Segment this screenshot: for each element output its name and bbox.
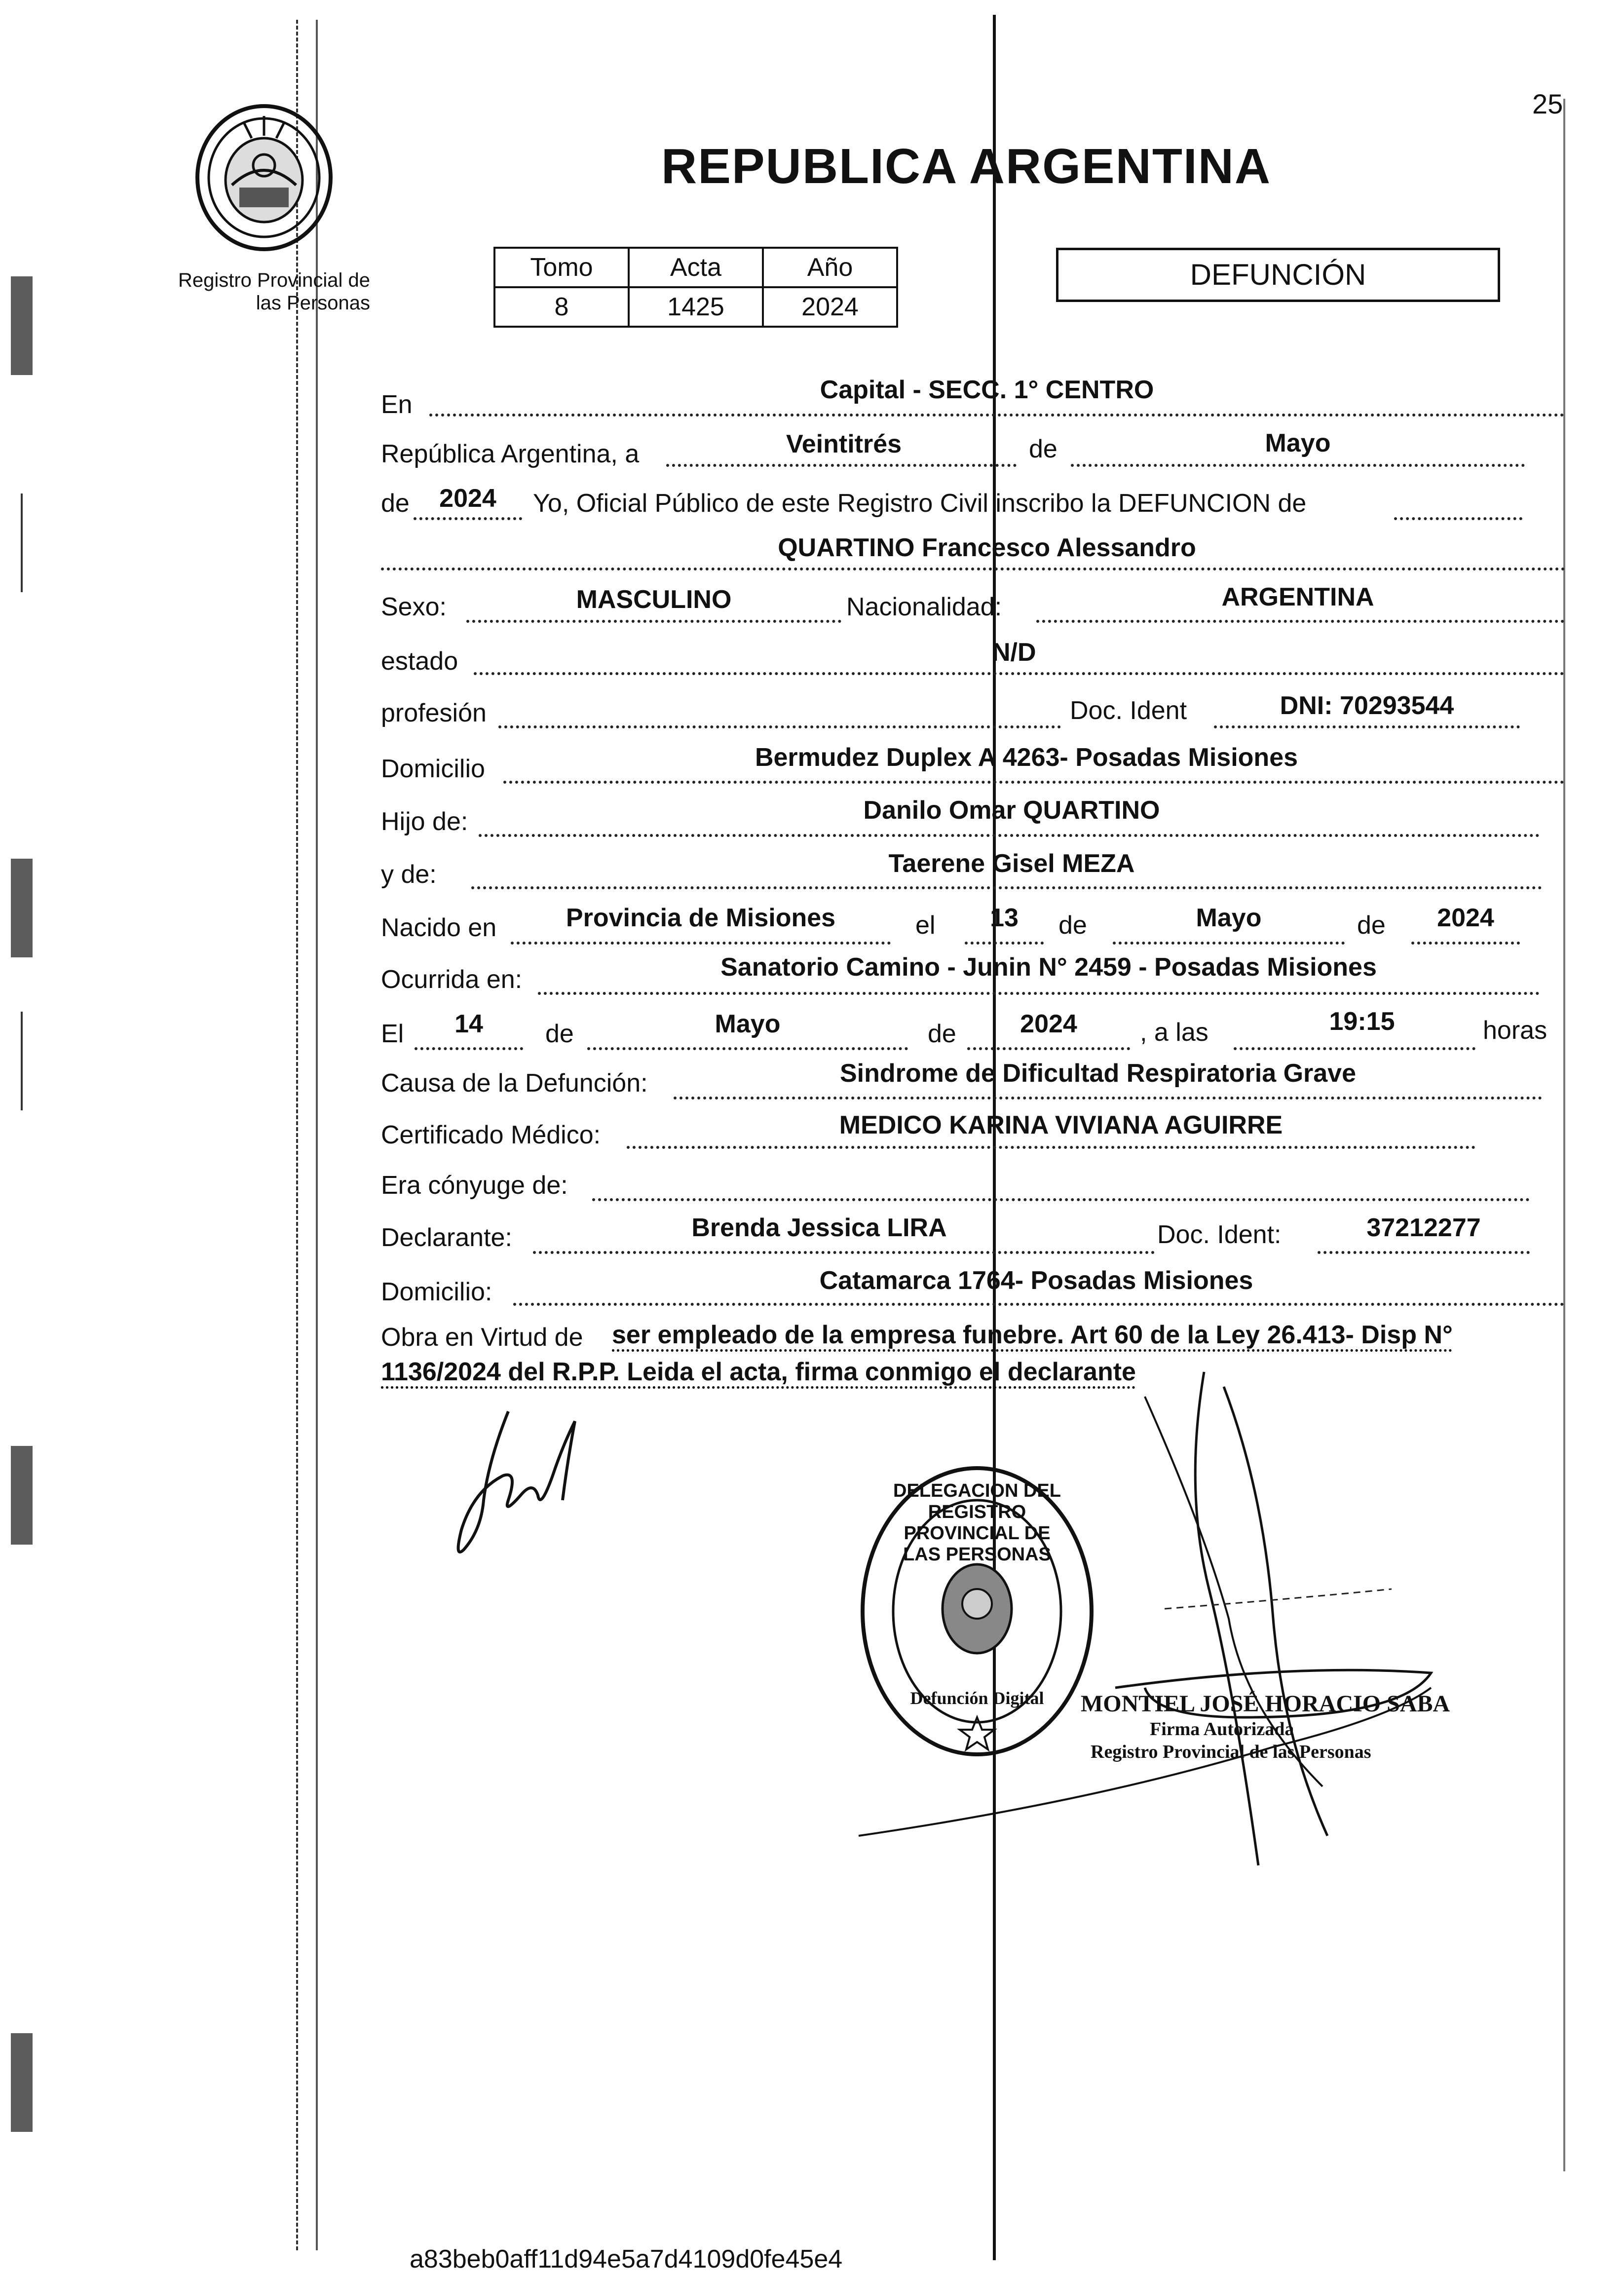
left-edge-line <box>21 493 23 592</box>
inscribo-text: Yo, Oficial Público de este Registro Civil inscribo la DEFUNCION de <box>533 489 1307 518</box>
domicilio-value: Bermudez Duplex A 4263- Posadas Misiones <box>755 743 1298 772</box>
death-year-line <box>967 1047 1130 1050</box>
conyuge-line <box>592 1198 1530 1201</box>
registry-line2: las Personas <box>256 292 370 314</box>
year-line <box>414 517 522 520</box>
ocurrida-line <box>538 992 1540 995</box>
registry-line1: Registro Provincial de <box>178 269 370 291</box>
estado-value: N/D <box>992 638 1036 667</box>
republica-label: República Argentina, a <box>381 440 640 468</box>
de-label-5: de <box>545 1020 574 1048</box>
death-year: 2024 <box>1020 1010 1077 1038</box>
nacido-value: Provincia de Misiones <box>566 904 836 932</box>
registry-name <box>163 269 370 314</box>
table-header-acta: Acta <box>629 248 763 287</box>
punch-hole-2 <box>11 859 33 957</box>
nacionalidad-value: ARGENTINA <box>1221 583 1374 611</box>
en-label: En <box>381 390 413 419</box>
certificado-value: MEDICO KARINA VIVIANA AGUIRRE <box>839 1111 1283 1139</box>
obra-value-line1: ser empleado de la empresa funebre. Art 60 de la Ley 26.413- Disp N° <box>612 1321 1453 1349</box>
province-seal-icon <box>190 101 338 254</box>
doc-ident2-label: Doc. Ident: <box>1157 1220 1282 1249</box>
estado-label: estado <box>381 647 458 676</box>
alas-label: , a las <box>1140 1018 1209 1047</box>
doc-ident2-line <box>1318 1251 1530 1254</box>
declarante-line <box>533 1251 1155 1254</box>
estado-line <box>474 672 1564 675</box>
conyuge-label: Era cónyuge de: <box>381 1171 568 1200</box>
doc-ident-line <box>1214 725 1520 728</box>
birth-month: Mayo <box>1196 904 1262 932</box>
punch-hole-1 <box>11 276 33 375</box>
hijo-label: Hijo de: <box>381 807 468 836</box>
sexo-line <box>466 620 841 623</box>
month-line <box>1071 464 1525 467</box>
declarante-value: Brenda Jessica LIRA <box>691 1213 947 1242</box>
hijo-line <box>479 834 1540 837</box>
domicilio2-value: Catamarca 1764- Posadas Misiones <box>819 1266 1253 1295</box>
birth-year: 2024 <box>1437 904 1494 932</box>
book-reference-table <box>493 247 898 328</box>
ocurrida-value: Sanatorio Camino - Junin N° 2459 - Posadas Misiones <box>720 953 1377 982</box>
stamp-inner-text: Defunción Digital <box>910 1688 1044 1708</box>
death-day: 14 <box>454 1010 483 1038</box>
punch-hole-3 <box>11 1446 33 1545</box>
tomo-value: 8 <box>494 287 629 327</box>
certificado-line <box>627 1146 1475 1149</box>
causa-label: Causa de la Defunción: <box>381 1069 648 1098</box>
en-line <box>429 414 1564 417</box>
deceased-name-line <box>381 568 1565 570</box>
obra-value-line2: 1136/2024 del R.P.P. Leida el acta, firma conmigo el declarante <box>381 1358 1136 1386</box>
domicilio2-line <box>513 1303 1564 1306</box>
yde-line <box>471 886 1542 889</box>
year-value: 2024 <box>439 484 496 513</box>
death-time: 19:15 <box>1329 1007 1395 1036</box>
punch-hole-4 <box>11 2033 33 2132</box>
doc-ident-label: Doc. Ident <box>1070 696 1187 725</box>
de-label-4: de <box>1357 911 1386 940</box>
inscribo-line <box>1394 517 1522 520</box>
nacido-line <box>511 942 891 945</box>
death-month: Mayo <box>715 1010 781 1038</box>
death-time-line <box>1234 1047 1475 1050</box>
death-month-line <box>587 1047 908 1050</box>
official-name: MONTIEL JOSÉ HORACIO SABA <box>1081 1691 1450 1717</box>
deceased-name: QUARTINO Francesco Alessandro <box>778 533 1196 562</box>
nacionalidad-line <box>1036 620 1564 623</box>
domicilio-line <box>503 781 1564 784</box>
page-title: REPUBLICA ARGENTINA <box>661 139 1272 194</box>
declarant-signature-icon <box>434 1402 592 1564</box>
birth-day-line <box>965 942 1044 945</box>
left-edge-line-2 <box>21 1012 23 1110</box>
yde-label: y de: <box>381 860 437 889</box>
table-header-tomo: Tomo <box>494 248 629 287</box>
nacido-label: Nacido en <box>381 913 497 942</box>
official-org: Registro Provincial de las Personas <box>1091 1742 1371 1762</box>
de-label-1: de <box>1029 435 1057 463</box>
de-label-2: de <box>381 489 410 518</box>
death-day-line <box>415 1047 523 1050</box>
official-role: Firma Autorizada <box>1150 1719 1294 1740</box>
birth-month-line <box>1113 942 1345 945</box>
causa-value: Sindrome de Dificultad Respiratoria Grave <box>839 1059 1357 1088</box>
causa-line <box>674 1097 1542 1099</box>
nacionalidad-label: Nacionalidad: <box>846 593 1002 621</box>
sexo-label: Sexo: <box>381 593 447 621</box>
right-margin-line <box>1563 99 1565 2171</box>
en-value: Capital - SECC. 1° CENTRO <box>820 376 1154 404</box>
declarante-label: Declarante: <box>381 1223 512 1252</box>
page-number: 25 <box>1532 88 1563 119</box>
month-value: Mayo <box>1265 429 1331 457</box>
horas-label: horas <box>1483 1016 1548 1045</box>
birth-year-line <box>1411 942 1520 945</box>
doc-ident2-value: 37212277 <box>1366 1213 1481 1242</box>
doc-ident-value: DNI: 70293544 <box>1280 691 1454 720</box>
hijo-value: Danilo Omar QUARTINO <box>863 796 1160 825</box>
birth-day: 13 <box>990 904 1019 932</box>
day-text: Veintitrés <box>786 430 902 458</box>
sexo-value: MASCULINO <box>576 585 732 614</box>
domicilio-label: Domicilio <box>381 755 485 783</box>
el-label-2: El <box>381 1020 404 1048</box>
left-margin-line <box>316 20 318 2250</box>
ano-value: 2024 <box>763 287 897 327</box>
profesion-line <box>498 725 1061 728</box>
de-label-6: de <box>928 1020 956 1048</box>
domicilio2-label: Domicilio: <box>381 1278 492 1306</box>
act-type-box: DEFUNCIÓN <box>1056 248 1500 302</box>
ocurrida-label: Ocurrida en: <box>381 965 523 994</box>
stamp-outer-text: DELEGACION DEL REGISTRO PROVINCIAL DE LAS PERSONAS <box>893 1480 1061 1565</box>
obra-label: Obra en Virtud de <box>381 1323 583 1352</box>
acta-value: 1425 <box>629 287 763 327</box>
footer-hash: a83beb0aff11d94e5a7d4109d0fe45e4 <box>410 2245 843 2274</box>
day-line <box>666 464 1017 467</box>
de-label-3: de <box>1058 911 1087 940</box>
certificado-label: Certificado Médico: <box>381 1121 601 1149</box>
profesion-label: profesión <box>381 699 487 727</box>
el-label: el <box>915 911 936 940</box>
table-header-ano: Año <box>763 248 897 287</box>
yde-value: Taerene Gisel MEZA <box>888 849 1135 878</box>
official-signature-icon <box>849 1342 1451 1885</box>
left-dashed-line <box>296 20 298 2250</box>
